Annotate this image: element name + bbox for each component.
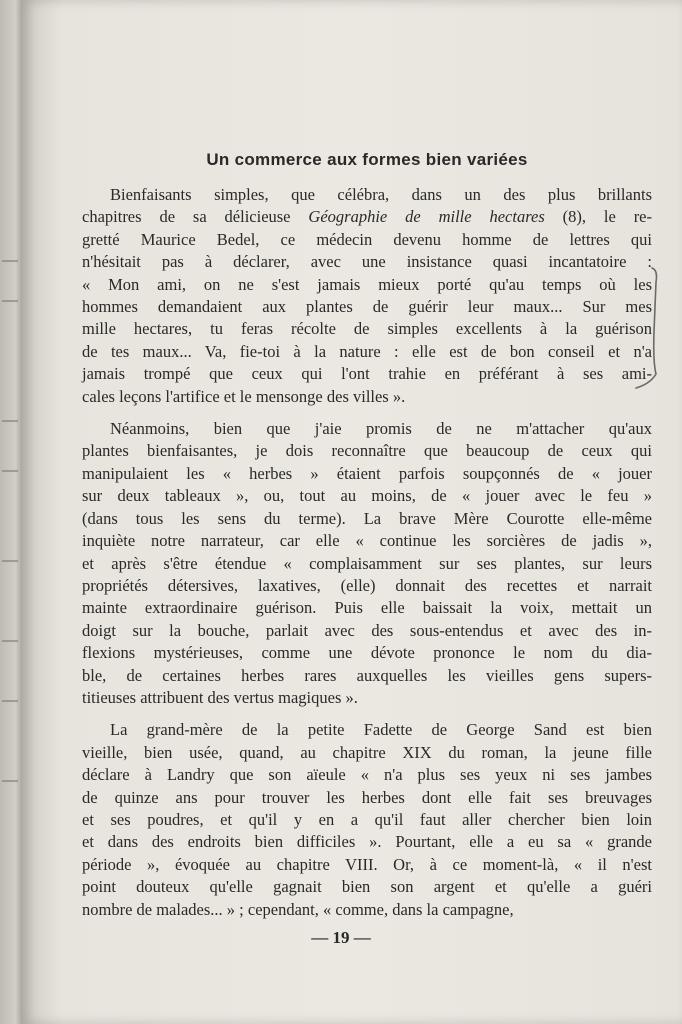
text-line: sur deux tableaux », ou, tout au moins, de « jouer avec le feu » [82, 486, 652, 506]
book-page [22, 0, 682, 1024]
text-line: gretté Maurice Bedel, ce médecin devenu homme de lettres qui [82, 229, 652, 249]
text-line: doigt sur la bouche, parlait avec des sous-entendus et avec des in- [82, 620, 652, 640]
text-line: La grand-mère de la petite Fadette de George Sand est bien [110, 720, 652, 740]
text-line: de tes maux... Va, fie-toi à la nature : elle est de bon conseil et n'a [82, 341, 652, 361]
text-line: et dans des endroits bien difficiles ». Pourtant, elle a eu sa « grande [82, 832, 652, 852]
text-line: cales leçons l'artifice et le mensonge des villes ». [82, 386, 406, 406]
text-line: de quinze ans pour trouver les herbes dont elle fait ses breuvages [82, 787, 652, 807]
text-line: jamais trompé que ceux qui l'ont trahie en préférant à ses ami- [82, 364, 652, 384]
text-line: hommes demandaient aux plantes de guérir leur maux... Sur mes [82, 297, 652, 317]
text-line: « Mon ami, on ne s'est jamais mieux porté qu'au temps où les [82, 274, 652, 294]
text-line: Néanmoins, bien que j'aie promis de ne m'attacher qu'aux [110, 419, 652, 439]
edge-mark [2, 640, 18, 642]
text-line: mainte extraordinaire guérison. Puis elle baissait la voix, mettait un [82, 598, 652, 618]
text-line: titieuses attribuent des vertus magiques ». [82, 687, 358, 707]
text-line: vieille, bien usée, quand, au chapitre XIX du roman, la jeune fille [82, 742, 652, 762]
facing-page-edge [0, 0, 22, 1024]
edge-mark [2, 700, 18, 702]
edge-mark [2, 420, 18, 422]
text-line: manipulaient les « herbes » étaient parfois soupçonnés de « jouer [82, 463, 652, 483]
text-line: chapitres de sa délicieuse Géographie de mille hectares (8), le re- [82, 207, 653, 227]
page-number: — 19 — [311, 928, 371, 947]
page-content [82, 150, 652, 931]
text-line: mille hectares, tu feras récolte de simples excellents à la guérison [82, 319, 652, 339]
text-line: déclare à Landry que son aïeule « n'a plus ses yeux ni ses jambes [82, 765, 652, 785]
text-line: propriétés détersives, laxatives, (elle) donnait des recettes et narrait [82, 575, 652, 595]
edge-mark [2, 300, 18, 302]
edge-mark [2, 780, 18, 782]
paragraph [82, 184, 652, 408]
pencil-margin-mark [632, 262, 672, 392]
text-line: n'hésitait pas à déclarer, avec une insistance quasi incantatoire : [82, 252, 652, 272]
text-line: inquiète notre narrateur, car elle « continue les sorcières de jadis », [82, 531, 652, 551]
section-title: Un commerce aux formes bien variées [206, 150, 528, 169]
paragraph [82, 719, 652, 921]
text-line: et après s'être étendue « complaisamment sur ses plantes, sur leurs [82, 553, 652, 573]
edge-mark [2, 260, 18, 262]
text-line: ble, de certaines herbes rares auxquelles les vieilles gens supers- [82, 665, 652, 685]
text-line: plantes bienfaisantes, je dois reconnaître que beaucoup de ceux qui [82, 441, 652, 461]
text-line: période », évoquée au chapitre VIII. Or, à ce moment-là, « il n'est [82, 854, 652, 874]
body-text [82, 184, 652, 921]
text-line: et ses poudres, et qu'il y en a qu'il faut aller chercher bien loin [82, 809, 652, 829]
edge-mark [2, 470, 18, 472]
text-line: Bienfaisants simples, que célébra, dans un des plus brillants [110, 185, 652, 204]
text-line: (dans tous les sens du terme). La brave Mère Courotte elle-même [82, 508, 652, 528]
text-line: flexions mystérieuses, comme une dévote prononce le nom du dia- [82, 643, 652, 663]
text-line: point douteux qu'elle gagnait bien son argent et qu'elle a guéri [82, 877, 652, 897]
edge-mark [2, 560, 18, 562]
paragraph [82, 418, 652, 709]
text-line: nombre de malades... » ; cependant, « comme, dans la campagne, [82, 899, 514, 919]
